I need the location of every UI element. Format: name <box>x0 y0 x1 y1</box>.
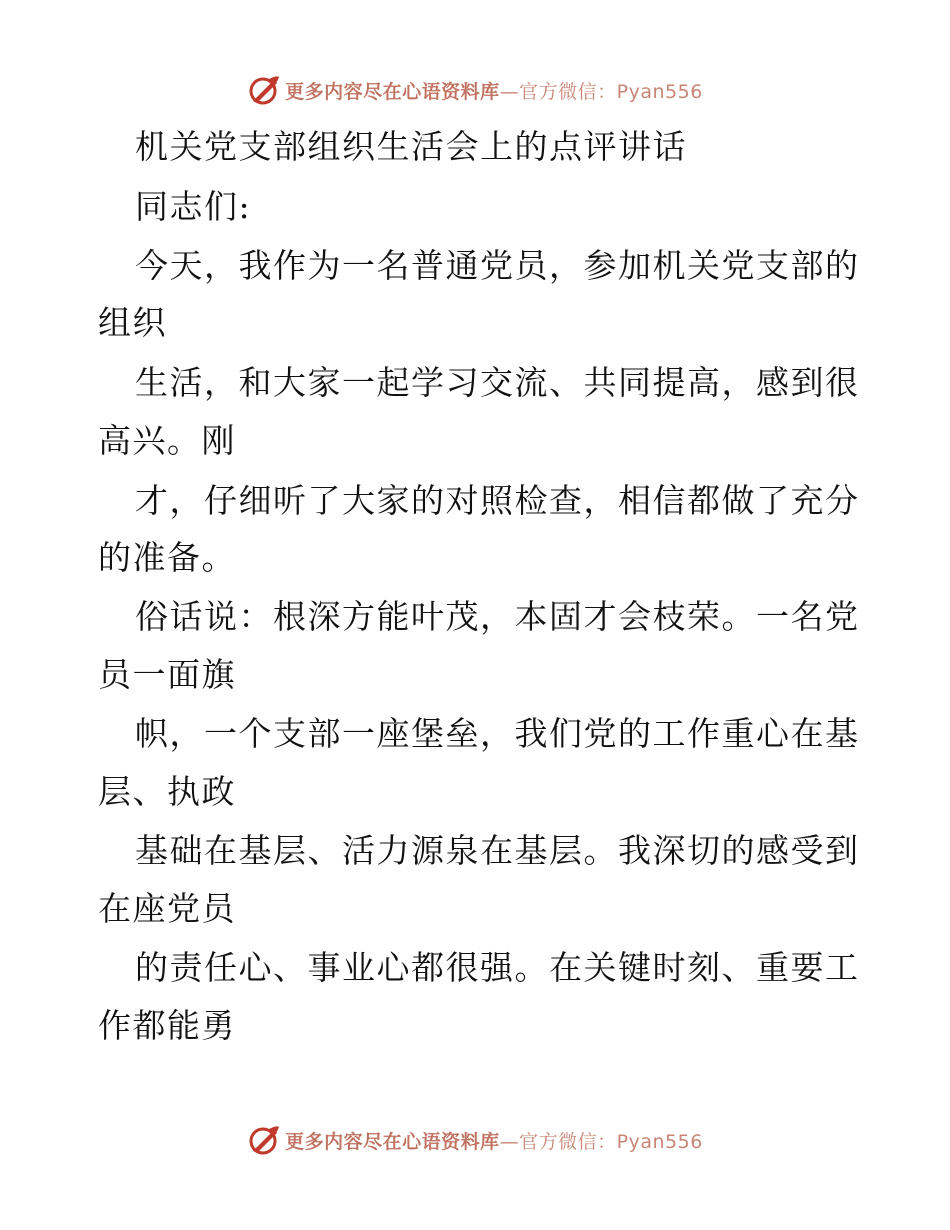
paragraph-line: 高兴。刚 <box>98 421 236 460</box>
header-watermark <box>0 70 950 110</box>
paragraph-line: 员一面旗 <box>98 655 236 694</box>
watermark-contact: —官方微信：Pyan556 <box>499 1130 703 1153</box>
document-title: 机关党支部组织生活会上的点评讲话 <box>135 127 687 166</box>
paragraph-line: 基础在基层、活力源泉在基层。我深切的感受到 <box>135 831 860 870</box>
paragraph-line: 才，仔细听了大家的对照检查，相信都做了充分 <box>135 481 860 520</box>
paragraph-line: 今天，我作为一名普通党员，参加机关党支部的 <box>135 246 860 285</box>
watermark-brand: 更多内容尽在心语资料库 <box>285 1130 500 1153</box>
paragraph-line: 在座党员 <box>98 889 236 928</box>
paragraph-line: 生活，和大家一起学习交流、共同提高，感到很 <box>135 363 860 402</box>
paragraph-line: 层、执政 <box>98 772 236 811</box>
paragraph-line: 作都能勇 <box>98 1006 236 1045</box>
footer-watermark <box>0 1120 950 1160</box>
paragraph-line: 俗话说：根深方能叶茂，本固才会枝荣。一名党 <box>135 597 860 636</box>
paragraph-line: 帜，一个支部一座堡垒，我们党的工作重心在基 <box>135 714 860 753</box>
paragraph-line: 组织 <box>98 303 167 342</box>
quill-logo-icon <box>247 73 281 107</box>
paragraph-line: 的准备。 <box>98 538 236 577</box>
quill-logo-icon <box>247 1123 281 1157</box>
paragraph-line: 的责任心、事业心都很强。在关键时刻、重要工 <box>135 948 860 987</box>
watermark-brand: 更多内容尽在心语资料库 <box>285 80 500 103</box>
watermark-text <box>285 77 703 104</box>
salutation: 同志们: <box>135 187 252 226</box>
watermark-text <box>285 1127 703 1154</box>
watermark-contact: —官方微信：Pyan556 <box>499 80 703 103</box>
